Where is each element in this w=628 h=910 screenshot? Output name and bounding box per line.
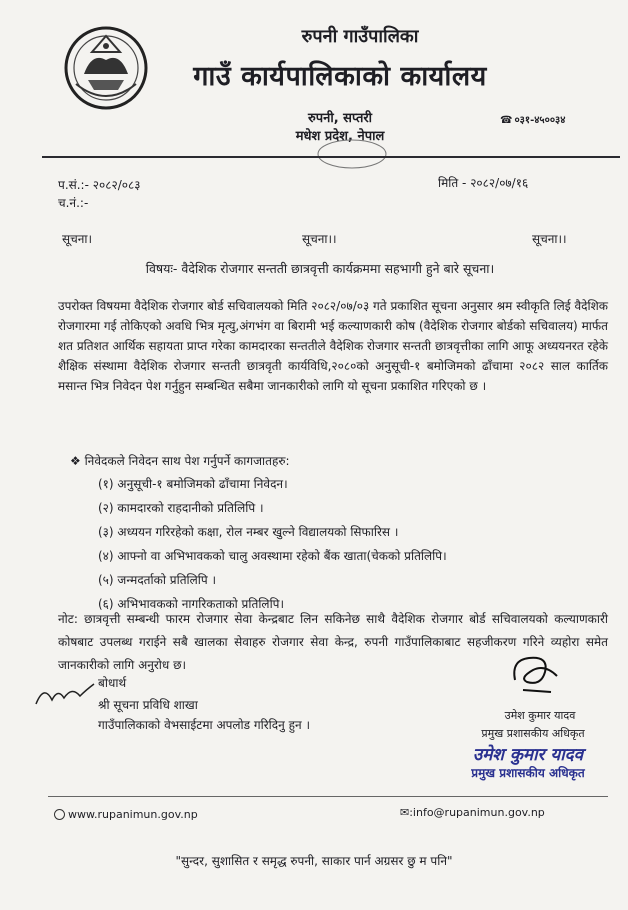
list-item: (६) अभिभावकको नागरिकताको प्रतिलिपि। (98, 597, 285, 611)
distribution-label: बोधार्थ (98, 676, 127, 690)
footer-website[interactable] (54, 808, 198, 821)
list-item: (४) आफ्नो वा अभिभावकको चालु अवस्थामा रहेको बैंक खाता(चेकको प्रतिलिपि। (98, 549, 447, 563)
distribution-instruction: गाउँपालिकाको वेभसाईटमा अपलोड गरिदिनु हुन । (98, 718, 311, 732)
documents-list (98, 474, 447, 618)
office-stamp (312, 134, 392, 174)
note-paragraph: नोट: छात्रवृत्ती सम्बन्धी फारम रोजगार सेवा केन्द्रबाट लिन सकिनेछ साथै वैदेशिक रोजगार बोर्ड सचिवालयको कल्याणकारी कोषबाट उपलब्ध गराईने सबै खालका सेवाहरु रोजगार सेवा केन्द्र, रुपनी गाउँपालिकाबाट सहजीकरण गरिने व्यहोरा समेत जानकारीको लागि अनुरोध छ। (58, 612, 608, 672)
body-paragraph: उपरोक्त विषयमा वैदेशिक रोजगार बोर्ड सचिवालयको मिति २०८२/०७/०३ गते प्रकाशित सूचना अनुसार श्रम स्वीकृति लिई वैदेशिक रोजगारमा गई तोकिएको अवधि भित्र मृत्यु,अंगभंग वा बिरामी भई कल्याणकारी कोष (वैदेशिक रोजगार बोर्डको सचिवालय) मार्फत शत प्रतिशत आर्थिक सहायता प्राप्त गरेका कामदारका सन्ततीले वैदेशिक रोजगार सन्तती छात्रवृत्तीका लागि आफू अध्ययनरत रहेके शैक्षिक संस्थामा वैदेशिक रोजगार सन्तती छात्रवृती कार्यविधि,२०८०को अनुसूची-१ बमोजिमको ढाँचामा २०८२ साल कार्तिक मसान्त भित्र निवेदन पेश गर्नुहुन सम्बन्धित सबैमा जानकारीको लागि यो सूचना प्रकाशित गरिएको छ । (58, 299, 608, 393)
list-item: (१) अनुसूची-१ बमोजिमको ढाँचामा निवेदन। (98, 477, 288, 491)
subject-line: विषयः- वैदेशिक रोजगार सन्तती छात्रवृत्ती कार्यक्रममा सहभागी हुने बारे सूचना। (145, 261, 495, 276)
handwritten-initials (32, 680, 98, 710)
letter-date: मिति - २०८२/०७/१६ (438, 176, 529, 190)
notice-label-center: सूचना।। (302, 232, 337, 246)
office-title: गाउँ कार्यपालिकाको कार्यालय (193, 61, 487, 92)
officer-signature (505, 650, 567, 694)
nepal-emblem-icon (62, 22, 150, 112)
notice-label-left: सूचना। (62, 232, 93, 246)
letter-number: प.सं.:- २०८२/०८३ (58, 178, 141, 192)
footer-slogan: "सुन्दर, सुशासित र समृद्ध रुपनी, साकार पार्न अग्रसर छु म पनि" (175, 854, 453, 868)
documents-heading: ❖ निवेदकले निवेदन साथ पेश गर्नुपर्ने कागजातहरु: (70, 454, 290, 468)
notice-label-right: सूचना।। (532, 232, 567, 246)
municipality-name: रुपनी गाउँपालिका (301, 26, 419, 47)
list-item: (३) अध्ययन गरिरहेको कक्षा, रोल नम्बर खुल्ने विद्यालयको सिफारिस । (98, 525, 399, 539)
phone-number (500, 112, 610, 126)
distribution-recipient: श्री सूचना प्रविधि शाखा (98, 698, 198, 712)
footer-divider (48, 796, 608, 797)
address-line-1: रुपनी, सप्तरी (307, 111, 373, 126)
footer-email[interactable] (400, 806, 545, 819)
mail-icon: ✉ (400, 806, 410, 819)
phone-icon: ☎ (500, 115, 513, 126)
website-link[interactable]: www.rupanimun.gov.np (68, 808, 198, 821)
globe-icon (54, 809, 65, 820)
seal-title: प्रमुख प्रशासकीय अधिकृत (471, 766, 585, 780)
phone-value: ०३१-४५००३४ (514, 115, 566, 126)
list-item: (२) कामदारको राहदानीको प्रतिलिपि । (98, 501, 264, 515)
address-line-2: मधेश प्रदेश, नेपाल (295, 129, 385, 144)
seal-name: उमेश कुमार यादव (472, 745, 584, 765)
header-divider (42, 156, 620, 158)
list-item: (५) जन्मदर्ताको प्रतिलिपि । (98, 573, 217, 587)
email-link[interactable]: :info@rupanimun.gov.np (409, 806, 545, 819)
dispatch-number: च.नं.:- (58, 196, 89, 210)
signatory-title: प्रमुख प्रशासकीय अधिकृत (481, 727, 585, 740)
signatory-name: उमेश कुमार यादव (504, 709, 576, 722)
